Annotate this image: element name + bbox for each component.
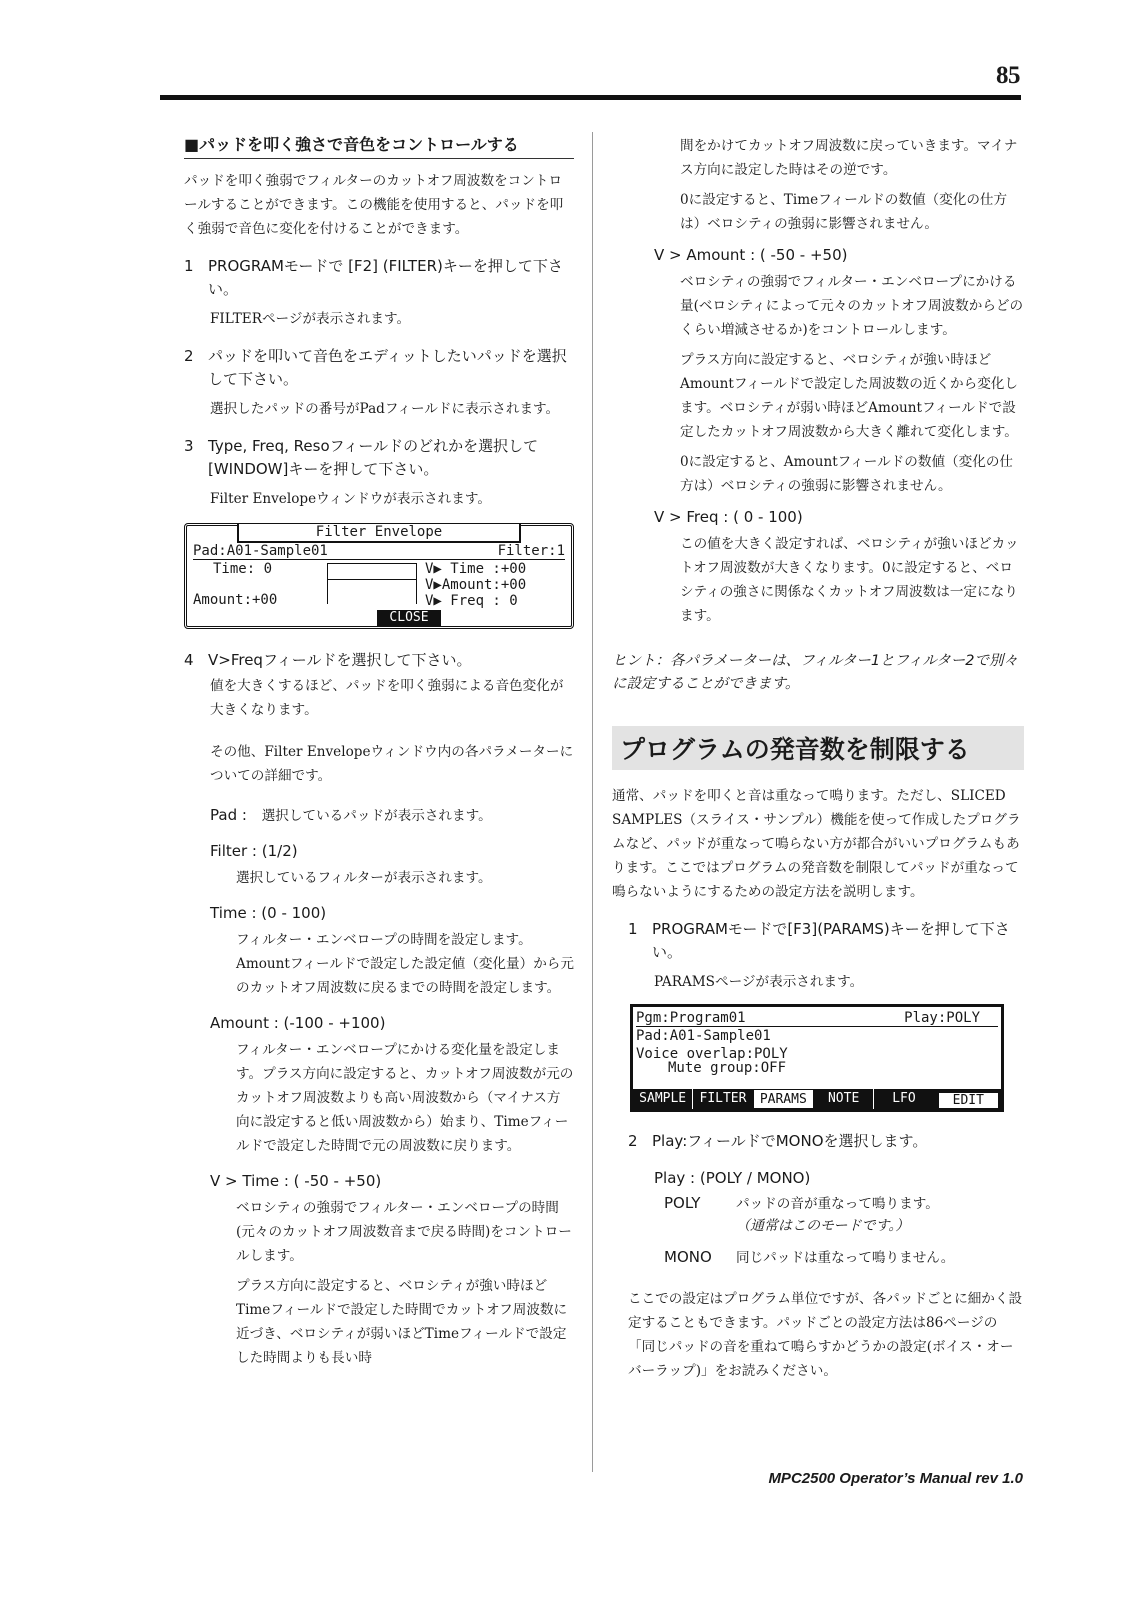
poly-desc: パッドの音が重なって鳴ります。 xyxy=(736,1196,939,1212)
step-text: PROGRAMモードで [F2] (FILTER)キーを押して下さい。 xyxy=(208,257,563,298)
param-list xyxy=(210,804,574,1370)
param-desc: ベロシティの強弱でフィルター・エンベロープの時間(元々のカットオフ周波数音まで戻る時間)をコントロールします。 xyxy=(236,1200,572,1264)
step-number: 2 xyxy=(628,1132,638,1150)
step-4 xyxy=(184,649,574,672)
intro-paragraph: パッドを叩く強弱でフィルターのカットオフ周波数をコントロールすることができます。この機能を使用すると、パッドを叩く強弱で音色に変化を付けることができます。 xyxy=(184,173,564,237)
param-label: V > Amount : ( -50 - +50) xyxy=(654,246,848,264)
param-desc-3: 0に設定すると、Amountフィールドの数値（変化の仕方は）ベロシティの強弱に影響されません。 xyxy=(680,454,1014,494)
params-lcd xyxy=(630,1004,1004,1112)
param-desc: フィルター・エンベロープにかける変化量を設定します。プラス方向に設定すると、カットオフ周波数が元のカットオフ周波数よりも高い周波数から（マイナス方向に設定すると低い周波数から）始まり、Timeフィールドで設定した時間で元の周波数に戻ります。 xyxy=(236,1042,574,1154)
param-label: Time : (0 - 100) xyxy=(210,904,327,922)
param-desc: 選択しているパッドが表示されます。 xyxy=(261,808,492,824)
lcd-amount: Amount:+00 xyxy=(193,592,278,608)
lcd-close-button[interactable]: CLOSE xyxy=(377,610,441,626)
v-freq-desc-block xyxy=(680,532,1024,628)
page-number: 85 xyxy=(996,62,1020,89)
step-number: 2 xyxy=(184,347,194,365)
step-1-params xyxy=(628,918,1024,964)
step-2-play xyxy=(628,1130,1024,1153)
other-params-intro: その他、Filter Envelopeウィンドウ内の各パラメーターについての詳細です。 xyxy=(210,744,574,784)
mono-row xyxy=(664,1247,1024,1269)
lcd-pgm: Pgm:Program01 xyxy=(636,1010,746,1026)
param-desc-2: プラス方向に設定すると、ベロシティが強い時ほどAmountフィールドで設定した周波数の近くから変化します。ベロシティが弱い時ほどAmountフィールドで設定したカットオフ周波数から大きく離れて変化します。 xyxy=(680,352,1018,440)
section-title: プログラムの発音数を制限する xyxy=(612,726,1024,770)
lcd-top-row xyxy=(636,1010,998,1027)
lcd-title: Filter Envelope xyxy=(315,524,443,540)
play-options xyxy=(664,1193,1024,1269)
lcd-pad: Pad:A01-Sample01 xyxy=(193,543,328,559)
step-number: 1 xyxy=(184,257,194,275)
step-text: パッドを叩いて音色をエディットしたいパッドを選択して下さい。 xyxy=(208,347,567,388)
step-text: V>Freqフィールドを選択して下さい。 xyxy=(208,651,472,669)
tab-params[interactable]: PARAMS xyxy=(753,1089,814,1109)
mono-desc: 同じパッドは重なって鳴りません。 xyxy=(736,1250,955,1266)
footer-manual-title: MPC2500 Operator’s Manual rev 1.0 xyxy=(768,1470,1023,1487)
lcd-mute-group: Mute group:OFF xyxy=(668,1060,787,1076)
param-desc: フィルター・エンベロープの時間を設定します。Amountフィールドで設定した設定値（変化量）から元のカットオフ周波数に戻るまでの時間を設定します。 xyxy=(236,932,574,996)
tab-note[interactable]: NOTE xyxy=(827,1091,860,1106)
play-label: Play : (POLY / MONO) xyxy=(654,1169,811,1187)
step-note: Filter Envelopeウィンドウが表示されます。 xyxy=(210,491,491,507)
param-label: V > Freq : ( 0 - 100) xyxy=(654,508,803,526)
lcd-pad: Pad:A01-Sample01 xyxy=(636,1028,771,1044)
step-3 xyxy=(184,435,574,481)
param-desc: 選択しているフィルターが表示されます。 xyxy=(236,870,492,886)
lcd-envelope-graph xyxy=(327,563,417,604)
lcd-voice-overlap: Voice overlap:POLY xyxy=(636,1046,788,1062)
step-number: 4 xyxy=(184,651,194,669)
step-2 xyxy=(184,345,574,391)
lcd-graph-divider xyxy=(328,579,416,580)
filter-envelope-lcd xyxy=(184,523,574,629)
tab-lfo[interactable]: LFO xyxy=(873,1089,933,1109)
param-label: Amount : (-100 - +100) xyxy=(210,1014,386,1032)
step-note: FILTERページが表示されます。 xyxy=(210,311,411,327)
param-label: V > Time : ( -50 - +50) xyxy=(210,1172,382,1190)
param-desc-continued: プラス方向に設定すると、ベロシティが強い時ほどTimeフィールドで設定した時間でカットオフ周波数に近づき、ベロシティが弱いほどTimeフィールドで設定した時間よりも長い時 xyxy=(236,1278,568,1366)
lcd-play: Play:POLY xyxy=(904,1010,980,1026)
tab-sample[interactable]: SAMPLE xyxy=(639,1091,687,1106)
param-pad xyxy=(210,804,574,828)
lcd-v-amount: V▶Amount:+00 xyxy=(425,577,527,593)
continued-block xyxy=(680,134,1024,236)
continued-text: 間をかけてカットオフ周波数に戻っていきます。マイナス方向に設定した時はその逆です。 xyxy=(680,138,1018,178)
step-note: 選択したパッドの番号がPadフィールドに表示されます。 xyxy=(210,401,560,417)
param-label: Filter : (1/2) xyxy=(210,842,298,860)
tab-edit[interactable]: EDIT xyxy=(938,1092,999,1109)
step-note: 値を大きくするほど、パッドを叩く強弱による音色変化が大きくなります。 xyxy=(210,678,564,718)
step-text: PROGRAMモードで[F3](PARAMS)キーを押して下さい。 xyxy=(652,920,1010,961)
lcd-v-freq: V▶ Freq : 0 xyxy=(425,593,518,609)
step-text: Play:フィールドでMONOを選択します。 xyxy=(652,1132,928,1150)
section-intro: 通常、パッドを叩くと音は重なって鳴ります。ただし、SLICED SAMPLES（スライス・サンプル）機能を使って作成したプログラムなど、パッドが重なって鳴らない方が都合がいいプログラムもあります。ここではプログラムの発音数を制限してパッドが重なって鳴らないようにするための設定方法を説明します。 xyxy=(612,788,1021,900)
poly-note: （通常はこのモードです。） xyxy=(736,1218,910,1234)
closing-paragraph: ここでの設定はプログラム単位ですが、各パッドごとに細かく設定することもできます。パッドごとの設定方法は86ページの「同じパッドの音を重ねて鳴らすかどうかの設定(ボイス・オーバーラップ)」をお読みください。 xyxy=(628,1291,1023,1379)
step-1 xyxy=(184,255,574,301)
lcd-title-bar xyxy=(237,524,521,543)
left-column xyxy=(184,132,574,1370)
lcd-time: Time: 0 xyxy=(213,561,273,577)
lcd-tab-bar xyxy=(633,1089,1001,1109)
continued-text-2: 0に設定すると、Timeフィールドの数値（変化の仕方は）ベロシティの強弱に影響されません。 xyxy=(680,192,1008,232)
lcd-filter: Filter:1 xyxy=(497,543,565,559)
param-desc: この値を大きく設定すれば、ベロシティが強いほどカットオフ周波数が大きくなります。0に設定すると、ベロシティの強さに関係なくカットオフ周波数は一定になります。 xyxy=(680,536,1019,624)
step-text: Type, Freq, Resoフィールドのどれかを選択して[WINDOW]キーを押して下さい。 xyxy=(208,437,539,478)
column-divider xyxy=(592,132,593,1472)
tab-filter[interactable]: FILTER xyxy=(692,1089,752,1109)
v-amount-desc-block xyxy=(680,270,1024,498)
right-column xyxy=(612,134,1024,1383)
params-steps xyxy=(628,918,1024,1269)
poly-row xyxy=(664,1193,1024,1215)
step-note: PARAMSページが表示されます。 xyxy=(654,974,864,990)
lcd-v-time: V▶ Time :+00 xyxy=(425,561,527,577)
top-rule xyxy=(160,95,1021,100)
param-label: Pad : xyxy=(210,806,247,824)
param-desc: ベロシティの強弱でフィルター・エンベロープにかける量(ベロシティによって元々のカットオフ周波数からどのくらい増減させるか)をコントロールします。 xyxy=(680,274,1024,338)
hint-text: ヒント：各パラメーターは、フィルター1とフィルター2で別々に設定することができます。 xyxy=(612,653,1019,692)
step-number: 1 xyxy=(628,920,638,938)
section-heading: ■パッドを叩く強さで音色をコントロールする xyxy=(184,132,574,159)
step-number: 3 xyxy=(184,437,194,455)
poly-key: POLY xyxy=(664,1194,701,1212)
mono-key: MONO xyxy=(664,1248,712,1266)
lcd-pad-row xyxy=(193,543,565,560)
